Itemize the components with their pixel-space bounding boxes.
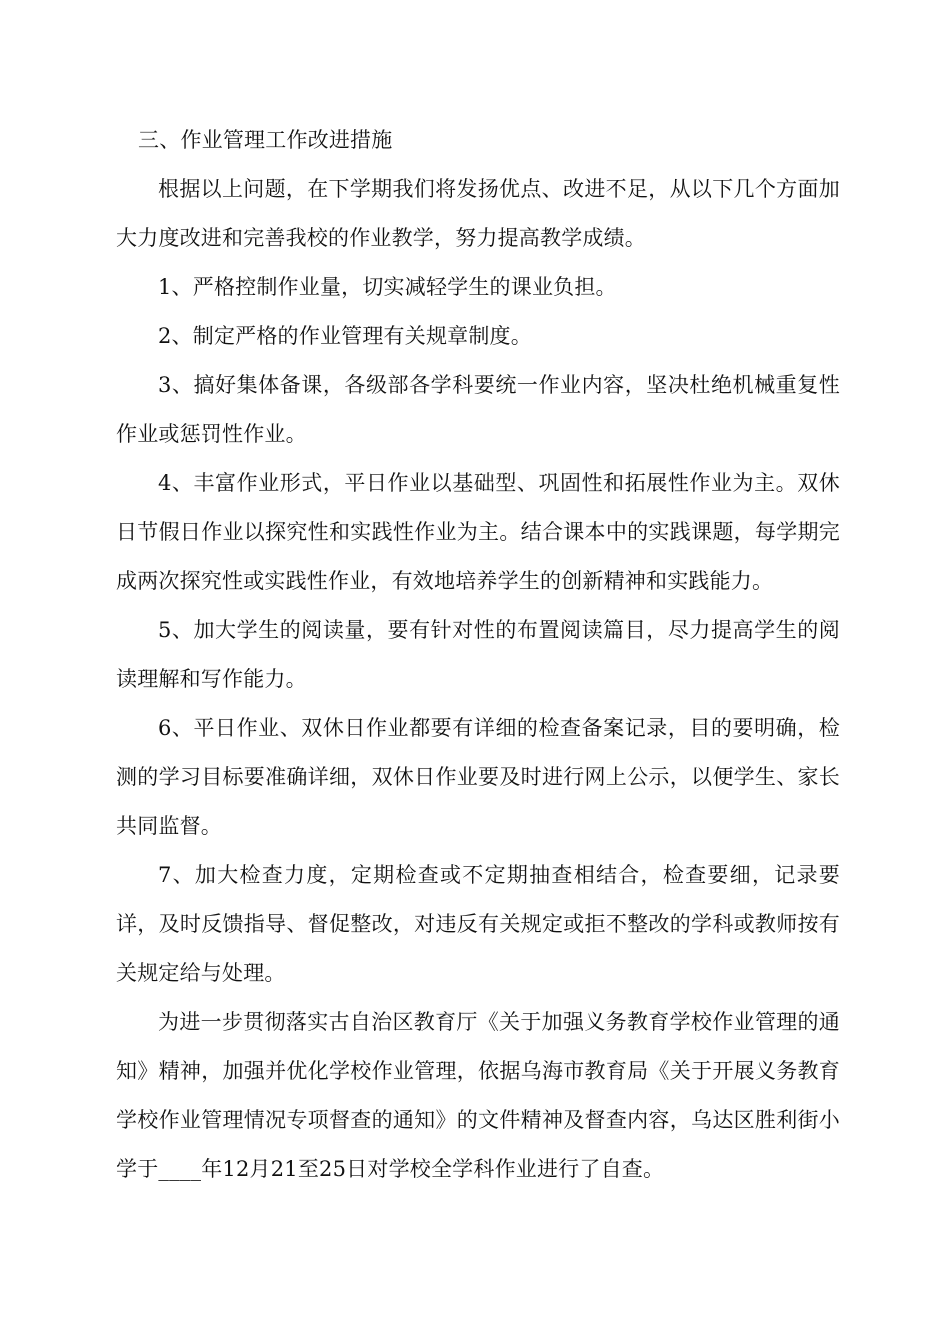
measure-3-paragraph: 3、搞好集体备课，各级部各学科要统一作业内容，坚决杜绝机械重复性作业或惩罚性作业。 xyxy=(116,373,840,446)
section-heading: 三、作业管理工作改进措施 xyxy=(138,128,393,152)
measure-6-paragraph: 6、平日作业、双休日作业都要有详细的检查备案记录，目的要明确，检测的学习目标要准确详细，双休日作业要及时进行网上公示，以便学生、家长共同监督。 xyxy=(116,716,840,838)
measure-7-paragraph: 7、加大检查力度，定期检查或不定期抽查相结合，检查要细，记录要详，及时反馈指导、督促整改，对违反有关规定或拒不整改的学科或教师按有关规定给与处理。 xyxy=(116,863,840,985)
measure-5-paragraph: 5、加大学生的阅读量，要有针对性的布置阅读篇目，尽力提高学生的阅读理解和写作能力。 xyxy=(116,618,840,691)
document-body xyxy=(116,116,840,1194)
measure-4-paragraph: 4、丰富作业形式，平日作业以基础型、巩固性和拓展性作业为主。双休日节假日作业以探究性和实践性作业为主。结合课本中的实践课题，每学期完成两次探究性或实践性作业，有效地培养学生的创新精神和实践能力。 xyxy=(116,471,840,593)
measure-2-paragraph: 2、制定严格的作业管理有关规章制度。 xyxy=(158,324,532,348)
closing-paragraph: 为进一步贯彻落实古自治区教育厅《关于加强义务教育学校作业管理的通知》精神，加强并优化学校作业管理，依据乌海市教育局《关于开展义务教育学校作业管理情况专项督查的通知》的文件精神及督查内容，乌达区胜利街小学于____年12月21至25日对学校全学科作业进行了自查。 xyxy=(116,1010,840,1181)
intro-paragraph: 根据以上问题，在下学期我们将发扬优点、改进不足，从以下几个方面加大力度改进和完善我校的作业教学，努力提高教学成绩。 xyxy=(116,177,840,250)
measure-1-paragraph: 1、严格控制作业量，切实减轻学生的课业负担。 xyxy=(158,275,617,299)
